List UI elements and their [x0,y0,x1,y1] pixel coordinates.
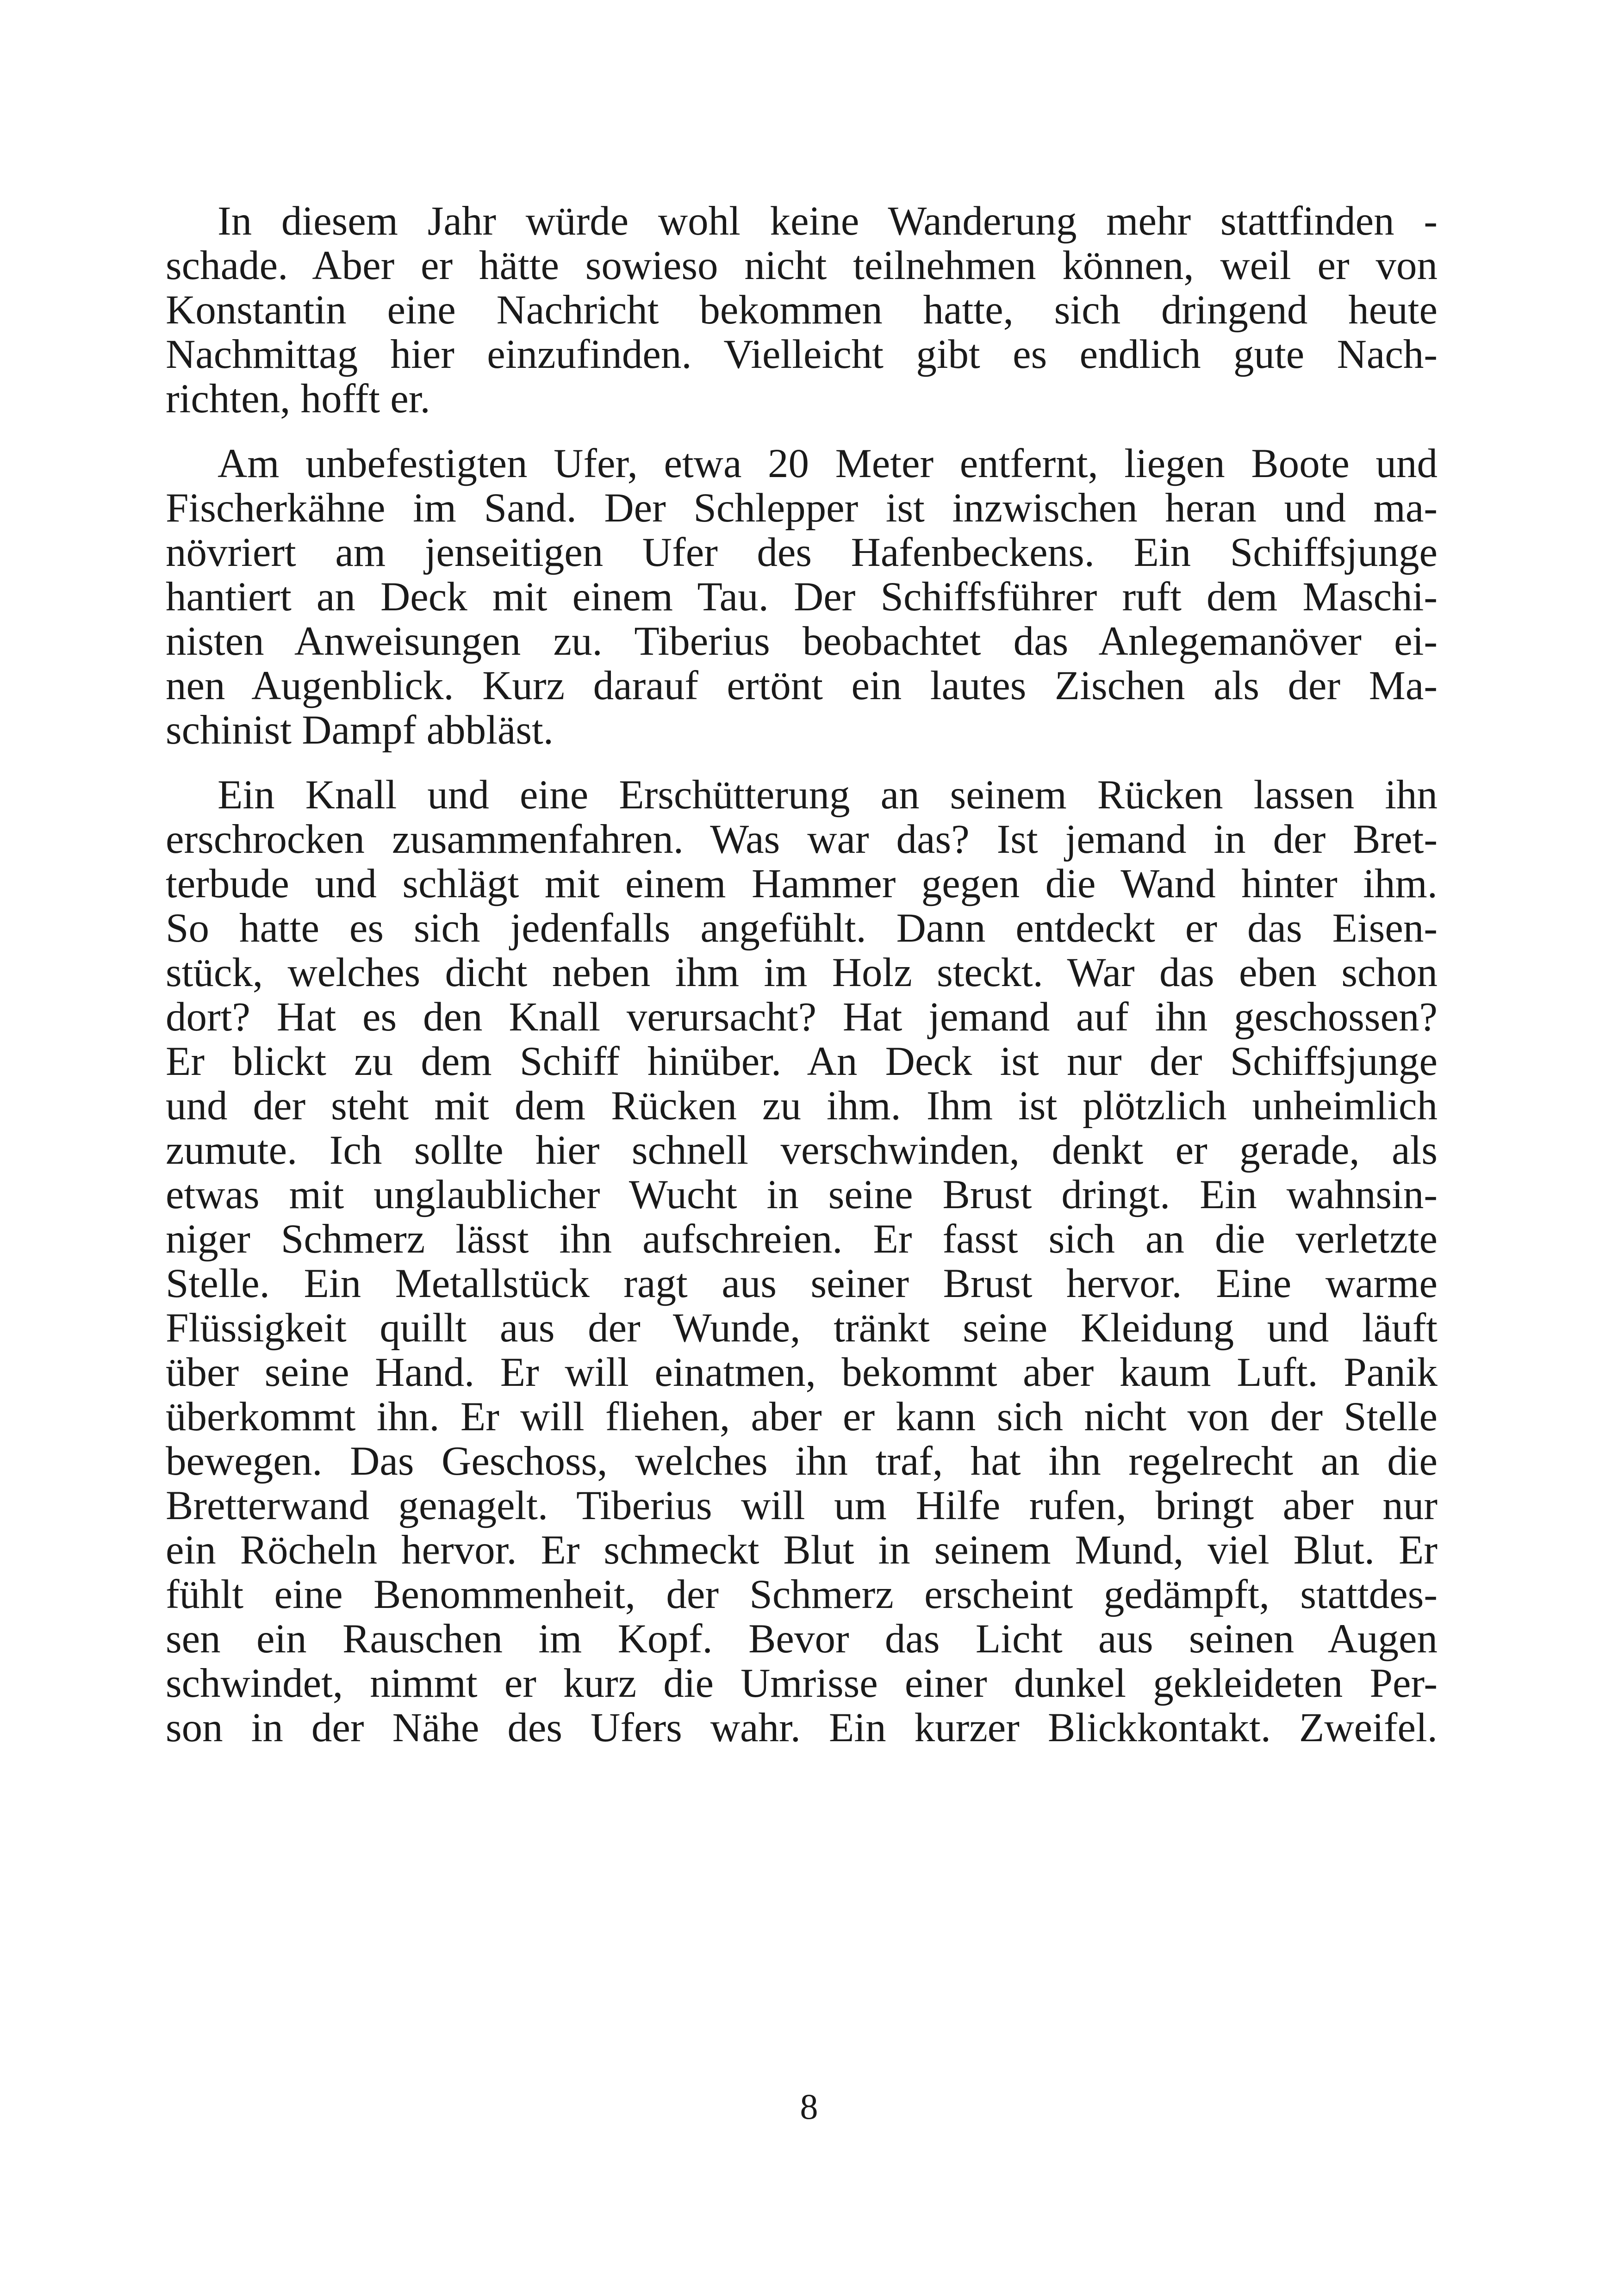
text-line: Ein Knall und eine Erschütterung an seinem Rücken lassen ihn [218,772,1438,818]
text-line: über seine Hand. Er will einatmen, bekommt aber kaum Luft. Panik [166,1350,1438,1395]
text-line: Am unbefestigten Ufer, etwa 20 Meter entfernt, liegen Boote und [218,441,1438,486]
text-line: So hatte es sich jedenfalls angefühlt. Dann entdeckt er das Eisen- [166,906,1438,951]
text-line: schwindet, nimmt er kurz die Umrisse einer dunkel gekleideten Per- [166,1661,1438,1706]
text-line: nen Augenblick. Kurz darauf ertönt ein lautes Zischen als der Ma- [166,663,1438,708]
text-line: növriert am jenseitigen Ufer des Hafenbeckens. Ein Schiffsjunge [166,530,1438,575]
text-line: überkommt ihn. Er will fliehen, aber er kann sich nicht von der Stelle [166,1394,1438,1440]
text-line: nisten Anweisungen zu. Tiberius beobachtet das Anlegemanöver ei- [166,619,1438,664]
text-line: zumute. Ich sollte hier schnell verschwinden, denkt er gerade, als [166,1128,1438,1173]
text-line: In diesem Jahr würde wohl keine Wanderung mehr stattfinden - [218,199,1438,244]
text-line: sen ein Rauschen im Kopf. Bevor das Licht aus seinen Augen [166,1616,1438,1662]
text-line: Fischerkähne im Sand. Der Schlepper ist inzwischen heran und ma- [166,485,1438,531]
text-line: richten, hofft er. [166,376,430,422]
paragraph [166,441,1438,752]
text-line: son in der Nähe des Ufers wahr. Ein kurzer Blickkontakt. Zweifel. [166,1705,1438,1750]
text-line: terbude und schlägt mit einem Hammer gegen die Wand hinter ihm. [166,861,1438,906]
text-line: hantiert an Deck mit einem Tau. Der Schiffsführer ruft dem Maschi- [166,574,1438,620]
text-line: schinist Dampf abbläst. [166,707,554,753]
body-text [166,199,1438,1750]
text-line: bewegen. Das Geschoss, welches ihn traf, hat ihn regelrecht an die [166,1439,1438,1484]
text-line: Flüssigkeit quillt aus der Wunde, tränkt seine Kleidung und läuft [166,1305,1438,1351]
text-line: Er blickt zu dem Schiff hinüber. An Deck ist nur der Schiffsjunge [166,1039,1438,1084]
text-line: Stelle. Ein Metallstück ragt aus seiner Brust hervor. Eine warme [166,1261,1438,1306]
text-line: ein Röcheln hervor. Er schmeckt Blut in seinem Mund, viel Blut. Er [166,1527,1438,1573]
text-line: fühlt eine Benommenheit, der Schmerz erscheint gedämpft, stattdes- [166,1572,1438,1617]
text-line: dort? Hat es den Knall verursacht? Hat jemand auf ihn geschossen? [166,994,1438,1040]
text-line: etwas mit unglaublicher Wucht in seine Brust dringt. Ein wahnsin- [166,1172,1438,1217]
text-line: erschrocken zusammenfahren. Was war das? Ist jemand in der Bret- [166,817,1438,862]
text-line: Konstantin eine Nachricht bekommen hatte, sich dringend heute [166,287,1438,333]
text-line: Bretterwand genagelt. Tiberius will um Hilfe rufen, bringt aber nur [166,1483,1438,1528]
text-line: stück, welches dicht neben ihm im Holz steckt. War das eben schon [166,950,1438,995]
text-line: niger Schmerz lässt ihn aufschreien. Er fasst sich an die verletzte [166,1216,1438,1262]
page-number: 8 [800,2086,818,2127]
paragraph [166,199,1438,421]
text-line: schade. Aber er hätte sowieso nicht teilnehmen können, weil er von [166,243,1438,288]
text-line: Nachmittag hier einzufinden. Vielleicht gibt es endlich gute Nach- [166,332,1438,377]
paragraph [166,773,1438,1750]
text-line: und der steht mit dem Rücken zu ihm. Ihm ist plötzlich unheimlich [166,1083,1438,1129]
